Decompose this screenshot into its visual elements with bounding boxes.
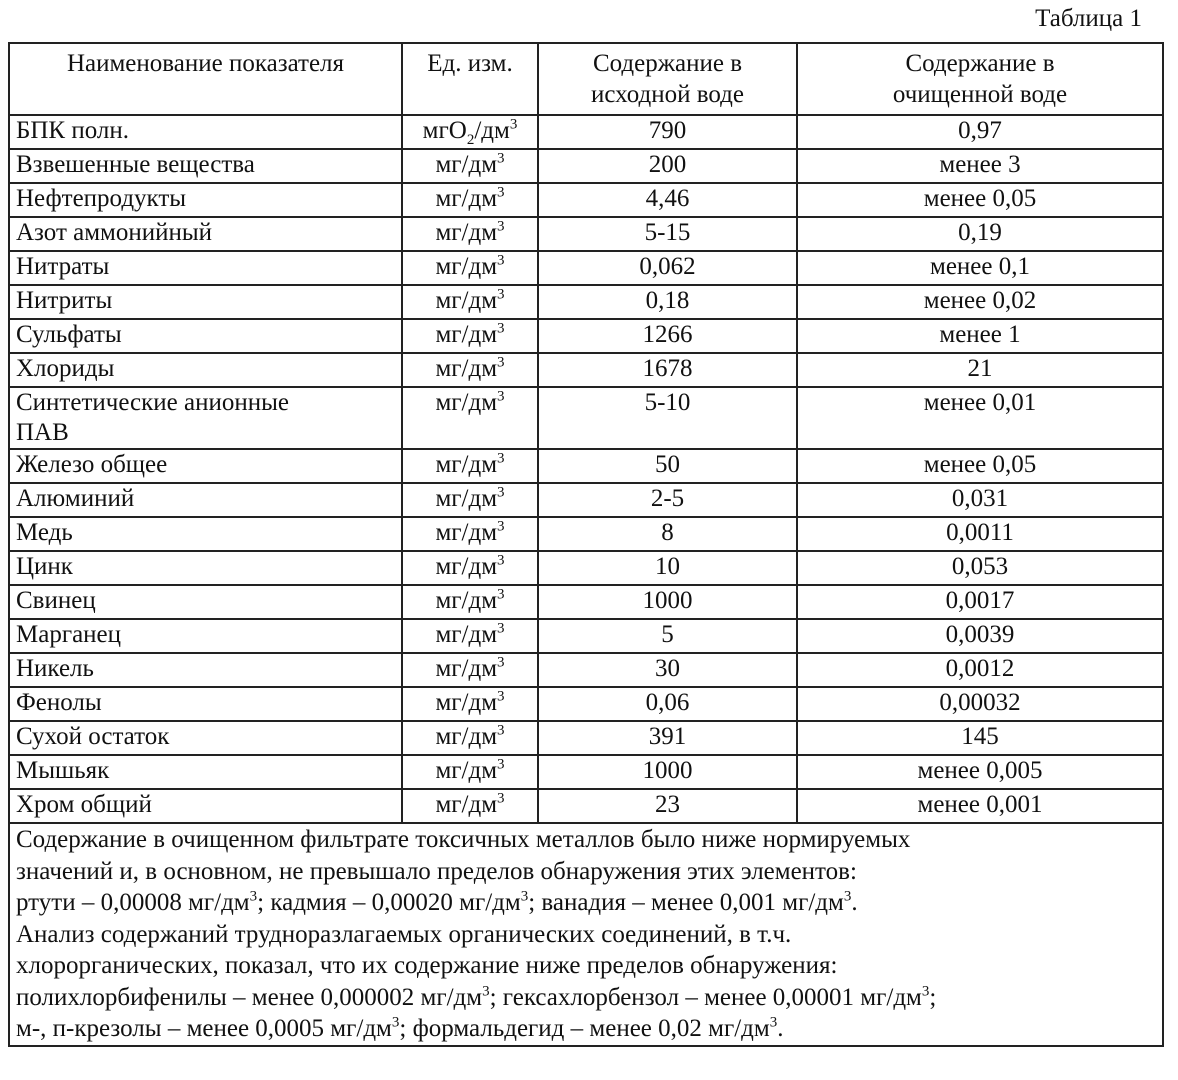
header-source-water: Содержание в исходной воде bbox=[538, 43, 797, 115]
treated-value: 21 bbox=[797, 353, 1163, 387]
indicator-name: Медь bbox=[9, 517, 402, 551]
source-value: 790 bbox=[538, 115, 797, 149]
water-quality-table bbox=[8, 42, 1164, 1047]
treated-value: менее 0,02 bbox=[797, 285, 1163, 319]
indicator-name: Нефтепродукты bbox=[9, 183, 402, 217]
unit-cell: $мг/дм^3$ bbox=[402, 149, 538, 183]
table-row bbox=[9, 449, 1163, 483]
treated-value: менее 0,05 bbox=[797, 449, 1163, 483]
indicator-name: Мышьяк bbox=[9, 755, 402, 789]
note-line: значений и, в основном, не превышало пределов обнаружения этих элементов: bbox=[16, 857, 857, 885]
source-value: 1000 bbox=[538, 585, 797, 619]
unit-cell: $мг/дм^3$ bbox=[402, 387, 538, 449]
source-value: 8 bbox=[538, 517, 797, 551]
indicator-name: Марганец bbox=[9, 619, 402, 653]
source-value: 200 bbox=[538, 149, 797, 183]
unit-cell: $мг/дм^3$ bbox=[402, 789, 538, 823]
unit-cell: $мг/дм^3$ bbox=[402, 251, 538, 285]
table-row bbox=[9, 687, 1163, 721]
source-value: 5-10 bbox=[538, 387, 797, 449]
treated-value: менее 3 bbox=[797, 149, 1163, 183]
source-value: 0,18 bbox=[538, 285, 797, 319]
note-line: м-, п-крезолы – менее 0,0005 $мг/дм^3$; формальдегид – менее 0,02 $мг/дм^3$. bbox=[16, 1014, 784, 1042]
unit-cell: $мгО_2/дм^3$ bbox=[402, 115, 538, 149]
source-value: 1000 bbox=[538, 755, 797, 789]
indicator-name: Хлориды bbox=[9, 353, 402, 387]
unit-cell: $мг/дм^3$ bbox=[402, 721, 538, 755]
table-row bbox=[9, 517, 1163, 551]
indicator-name: Железо общее bbox=[9, 449, 402, 483]
indicator-name: Свинец bbox=[9, 585, 402, 619]
indicator-name: Синтетические анионные ПАВ bbox=[9, 387, 402, 449]
treated-value: 0,031 bbox=[797, 483, 1163, 517]
indicator-name: Сульфаты bbox=[9, 319, 402, 353]
table-row bbox=[9, 551, 1163, 585]
unit-cell: $мг/дм^3$ bbox=[402, 687, 538, 721]
table-row bbox=[9, 319, 1163, 353]
table-note-row bbox=[9, 823, 1163, 1046]
indicator-name: Нитраты bbox=[9, 251, 402, 285]
table-row bbox=[9, 285, 1163, 319]
treated-value: 145 bbox=[797, 721, 1163, 755]
header-indicator-name: Наименование показателя bbox=[9, 43, 402, 115]
unit-cell: $мг/дм^3$ bbox=[402, 183, 538, 217]
treated-value: 0,0011 bbox=[797, 517, 1163, 551]
treated-value: 0,19 bbox=[797, 217, 1163, 251]
source-value: 2-5 bbox=[538, 483, 797, 517]
source-value: 0,062 bbox=[538, 251, 797, 285]
header-treated-water: Содержание в очищенной воде bbox=[797, 43, 1163, 115]
indicator-name: Сухой остаток bbox=[9, 721, 402, 755]
table-row bbox=[9, 755, 1163, 789]
source-value: 1678 bbox=[538, 353, 797, 387]
note-line: полихлорбифенилы – менее 0,000002 $мг/дм^3$; гексахлорбензол – менее 0,00001 $мг/дм^3$; bbox=[16, 983, 937, 1011]
table-row bbox=[9, 789, 1163, 823]
unit-cell: $мг/дм^3$ bbox=[402, 585, 538, 619]
treated-value: 0,053 bbox=[797, 551, 1163, 585]
table-row bbox=[9, 353, 1163, 387]
unit-cell: $мг/дм^3$ bbox=[402, 619, 538, 653]
source-value: 5-15 bbox=[538, 217, 797, 251]
table-row bbox=[9, 183, 1163, 217]
table-row bbox=[9, 251, 1163, 285]
unit-cell: $мг/дм^3$ bbox=[402, 755, 538, 789]
treated-value: 0,0017 bbox=[797, 585, 1163, 619]
treated-value: менее 0,001 bbox=[797, 789, 1163, 823]
treated-value: менее 0,01 bbox=[797, 387, 1163, 449]
table-caption: Таблица 1 bbox=[1035, 5, 1142, 32]
treated-value: 0,00032 bbox=[797, 687, 1163, 721]
table-header-row bbox=[9, 43, 1163, 115]
note-line: ртути – 0,00008 $мг/дм^3$; кадмия – 0,00020 $мг/дм^3$; ванадия – менее 0,001 $мг/дм^3$. bbox=[16, 888, 858, 916]
table-row bbox=[9, 387, 1163, 449]
indicator-name: БПК полн. bbox=[9, 115, 402, 149]
table-row bbox=[9, 483, 1163, 517]
unit-cell: $мг/дм^3$ bbox=[402, 319, 538, 353]
treated-value: 0,0012 bbox=[797, 653, 1163, 687]
unit-cell: $мг/дм^3$ bbox=[402, 285, 538, 319]
unit-cell: $мг/дм^3$ bbox=[402, 653, 538, 687]
source-value: 5 bbox=[538, 619, 797, 653]
table-row bbox=[9, 149, 1163, 183]
source-value: 50 bbox=[538, 449, 797, 483]
unit-cell: $мг/дм^3$ bbox=[402, 483, 538, 517]
note-line: Содержание в очищенном фильтрате токсичных металлов было ниже нормируемых bbox=[16, 826, 911, 853]
treated-value: менее 0,05 bbox=[797, 183, 1163, 217]
note-line: хлорорганических, показал, что их содержание ниже пределов обнаружения: bbox=[16, 952, 838, 979]
treated-value: 0,0039 bbox=[797, 619, 1163, 653]
table-note bbox=[9, 823, 1163, 1046]
source-value: 30 bbox=[538, 653, 797, 687]
table-row bbox=[9, 115, 1163, 149]
indicator-name: Цинк bbox=[9, 551, 402, 585]
unit-cell: $мг/дм^3$ bbox=[402, 217, 538, 251]
table-row bbox=[9, 721, 1163, 755]
indicator-name: Азот аммонийный bbox=[9, 217, 402, 251]
indicator-name: Алюминий bbox=[9, 483, 402, 517]
table-row bbox=[9, 619, 1163, 653]
table-row bbox=[9, 653, 1163, 687]
source-value: 0,06 bbox=[538, 687, 797, 721]
indicator-name: Нитриты bbox=[9, 285, 402, 319]
treated-value: 0,97 bbox=[797, 115, 1163, 149]
source-value: 10 bbox=[538, 551, 797, 585]
treated-value: менее 0,005 bbox=[797, 755, 1163, 789]
source-value: 391 bbox=[538, 721, 797, 755]
table-body bbox=[9, 115, 1163, 1046]
indicator-name: Никель bbox=[9, 653, 402, 687]
indicator-name: Хром общий bbox=[9, 789, 402, 823]
unit-cell: $мг/дм^3$ bbox=[402, 551, 538, 585]
treated-value: менее 1 bbox=[797, 319, 1163, 353]
note-line: Анализ содержаний трудноразлагаемых органических соединений, в т.ч. bbox=[16, 920, 792, 948]
treated-value: менее 0,1 bbox=[797, 251, 1163, 285]
unit-cell: $мг/дм^3$ bbox=[402, 517, 538, 551]
unit-cell: $мг/дм^3$ bbox=[402, 449, 538, 483]
table-row bbox=[9, 585, 1163, 619]
indicator-name: Фенолы bbox=[9, 687, 402, 721]
unit-cell: $мг/дм^3$ bbox=[402, 353, 538, 387]
indicator-name: Взвешенные вещества bbox=[9, 149, 402, 183]
header-unit: Ед. изм. bbox=[402, 43, 538, 115]
source-value: 4,46 bbox=[538, 183, 797, 217]
source-value: 23 bbox=[538, 789, 797, 823]
table-row bbox=[9, 217, 1163, 251]
source-value: 1266 bbox=[538, 319, 797, 353]
